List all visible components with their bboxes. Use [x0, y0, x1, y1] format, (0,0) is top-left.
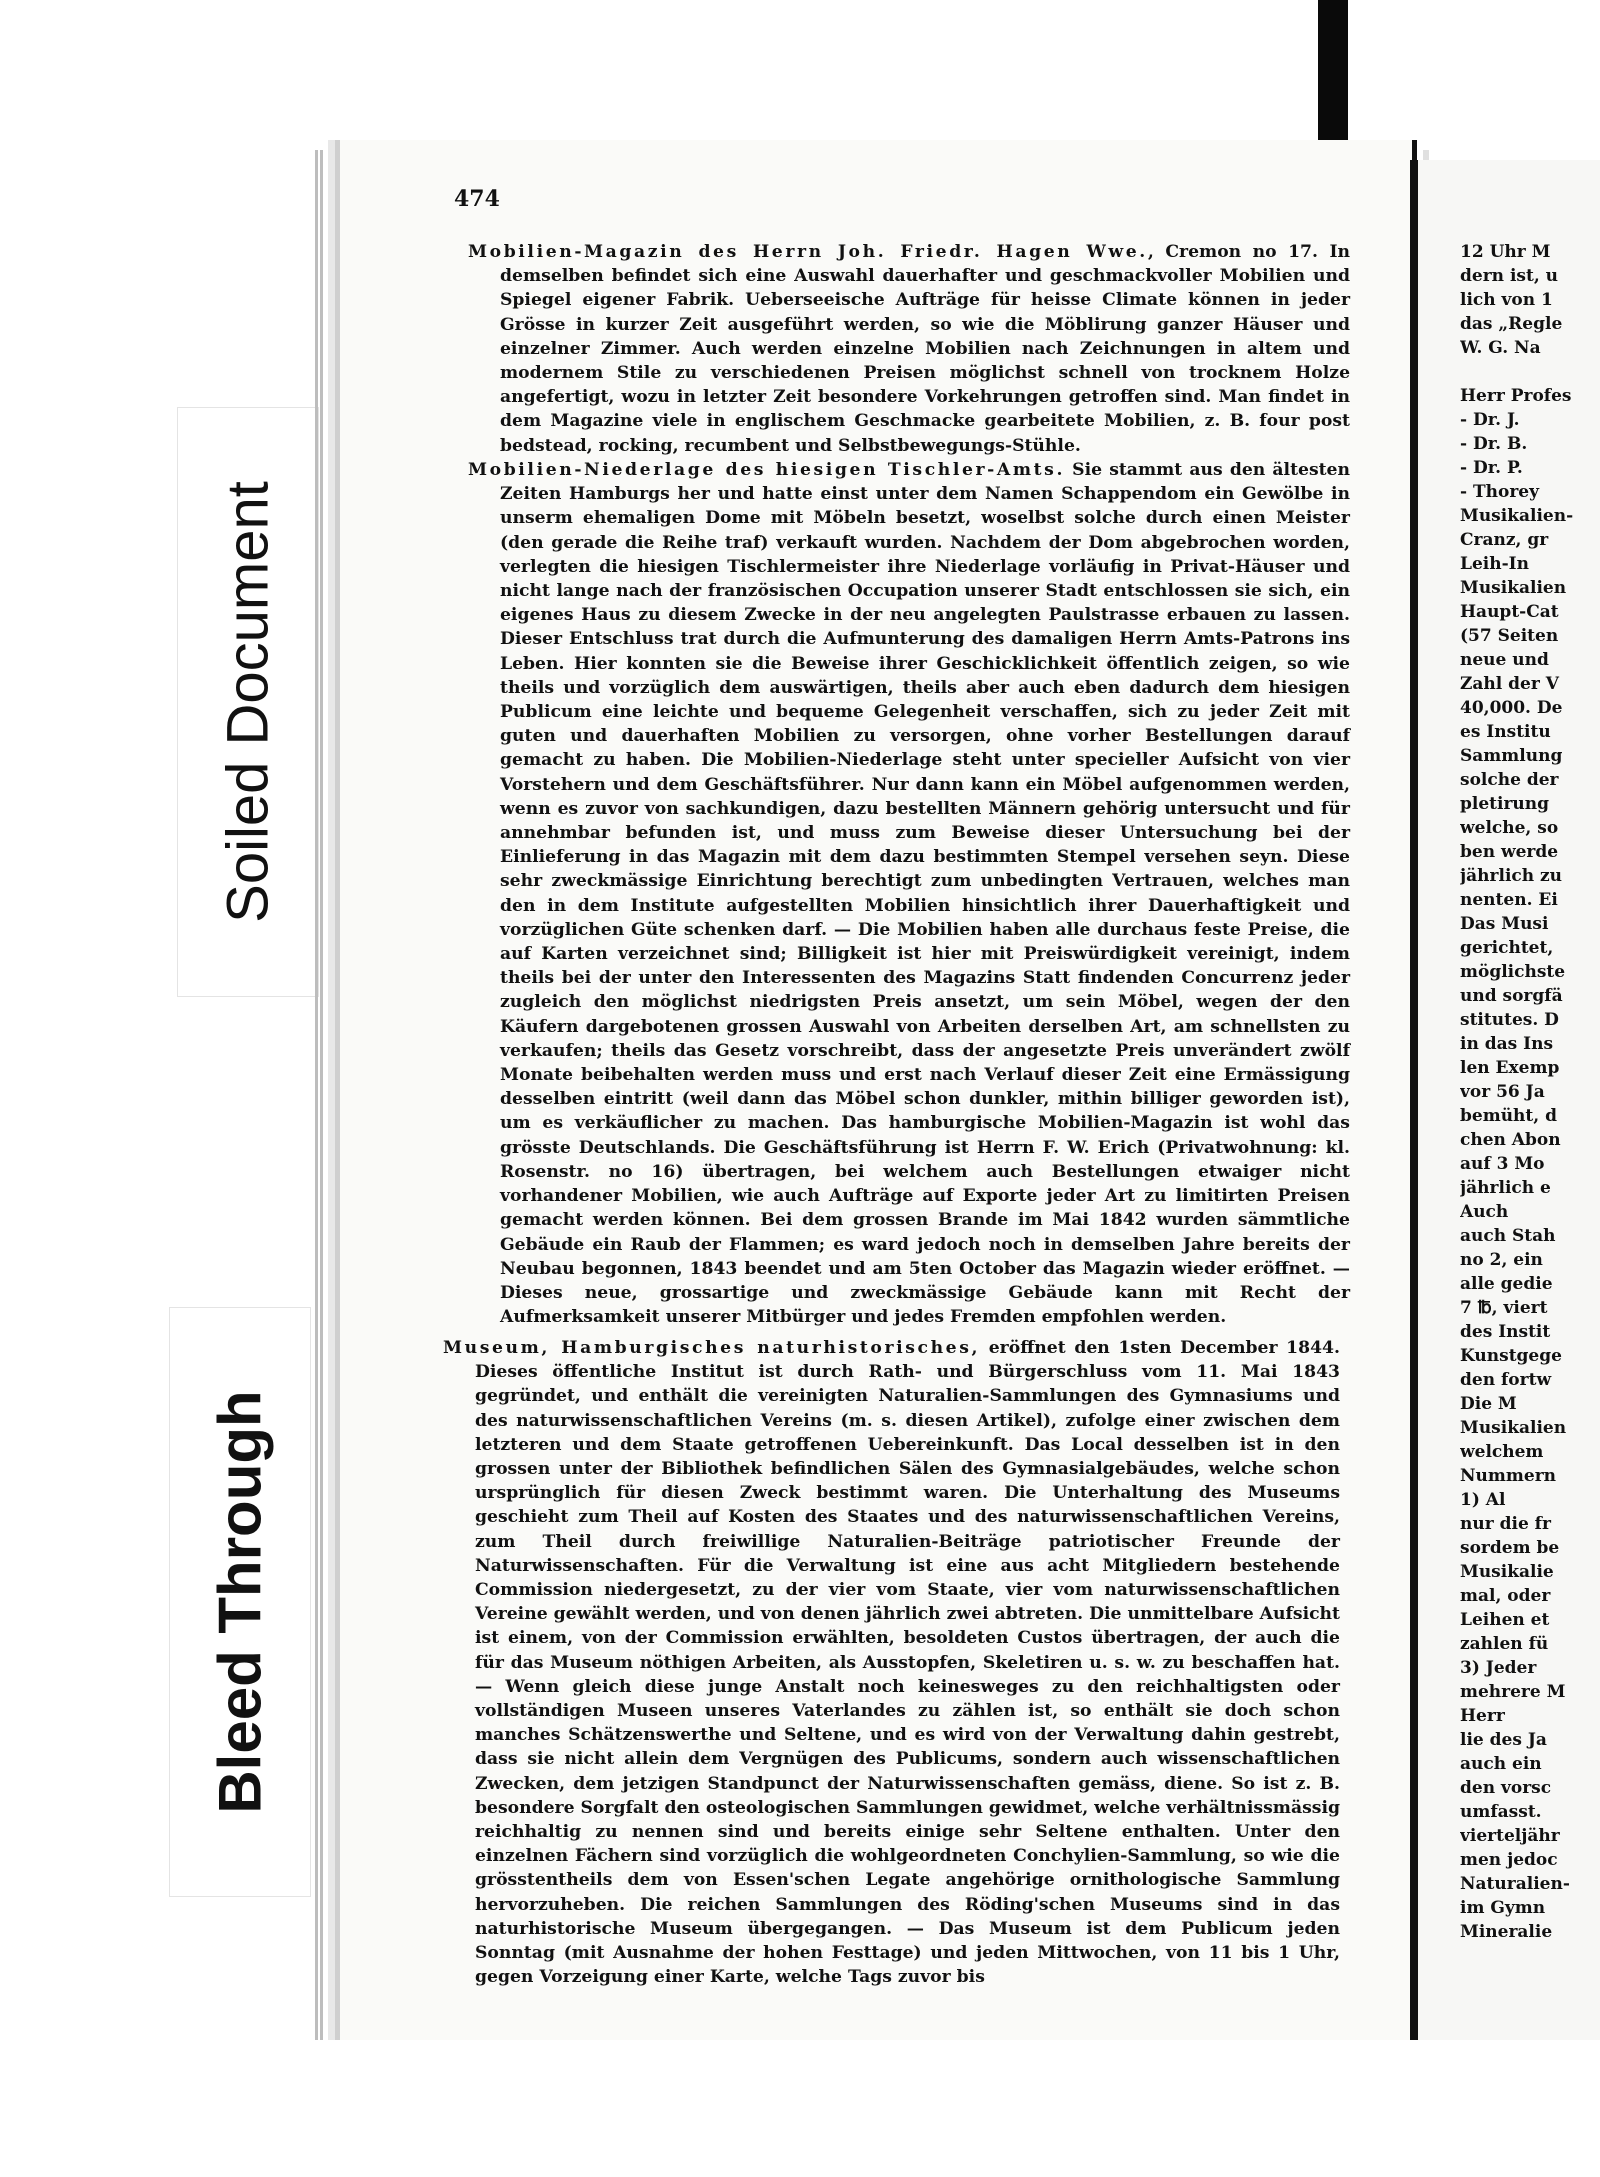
entry-body: eröffnet den 1sten December 1844. Dieses öffentliche Institut ist durch Rath- und Bürgerschluss vom 11. Mai 1843 gegründet, und enthält die vereinigten Naturalien-Sammlungen des Gymnasiums und des naturwissenschaftlichen Vereins (m. s. diesen Artikel), zufolge einer zwischen dem letzteren und dem Staate getroffenen Uebereinkunft. Das Local desselben ist in den grossen unter der Bibliothek befindlichen Sälen des Gymnasialgebäudes, welche schon ursprünglich für diesen Zweck bestimmt waren. Die Unterhaltung des Museums geschieht zum Theil auf Kosten des Staates und des naturwissenschaftlichen Vereins, zum Theil durch freiwillige Naturalien-Beiträge patriotischer Freunde der Naturwissenschaften. Für die Verwaltung ist eine aus acht Mitgliedern bestehende Commission niedergesetzt, zu der vier vom Staate, vier vom naturwissenschaftlichen Vereine gewählt werden, und von denen jährlich zwei abtreten. Die unmittelbare Aufsicht ist einem, von der Commission erwählten, besoldeten Custos übertragen, der auch die für das Museum nöthigen Arbeiten, als Ausstopfen, Skeletiren u. s. w. zu beschaffen hat. — Wenn gleich diese junge Anstalt noch keinesweges zu den reichhaltigsten oder vollständigen Museen unseres Vaterlandes zu zählen ist, so enthält sie doch schon manches Schätzenswerthe und Seltene, und es wird von der Verwaltung dahin gestrebt, dass sie nicht allein dem Vergnügen des Publicums, sondern auch wissenschaftlichen Zwecken, dem jetzigen Standpunct der Naturwissenschaften gemäss, diene. So ist z. B. besondere Sorgfalt den osteologischen Sammlungen gewidmet, welche verhältnissmässig reichhaltig zu nennen sind und bereits einige sehr Seltene enthalten. Unter den einzelnen Fächern sind vorzüglich die wohlgeordneten Conchylien-Sammlung, so wie die grösstentheils dem von Essen'schen Legate angehörige ornithologische Sammlung hervorzuheben. Die reichen Sammlungen des Röding'schen Museums sind in das naturhistorische Museum übergegangen. — Das Museum ist dem Publicum jeden Sonntag (mit Ausnahme der hohen Festtage) und jeden Mittwochen, von 11 bis 1 Uhr, gegen Vorzeigung einer Karte, welche Tags zuvor bis	[475, 1338, 1341, 1988]
facing-page-line: vor 56 Ja	[1460, 1082, 1545, 1102]
facing-page-line: Naturalien-	[1460, 1874, 1570, 1894]
facing-page-line: Cranz, gr	[1460, 530, 1549, 550]
facing-page-line: auf 3 Mo	[1460, 1154, 1545, 1174]
facing-page-line: welchem	[1460, 1442, 1544, 1462]
facing-page-line: Haupt-Cat	[1460, 602, 1559, 622]
facing-page-line: zahlen fü	[1460, 1634, 1549, 1654]
facing-page-line: bemüht, d	[1460, 1106, 1557, 1126]
facing-page-line: nur die fr	[1460, 1514, 1551, 1534]
facing-page-line: dern ist, u	[1460, 266, 1559, 286]
facing-page-line: Musikalien	[1460, 578, 1567, 598]
facing-page-line: len Exemp	[1460, 1058, 1560, 1078]
facing-page-line: sordem be	[1460, 1538, 1560, 1558]
entry-heading: Mobilien-Niederlage des hiesigen Tischler-Amts.	[468, 460, 1066, 480]
bleed-through-label	[170, 1308, 310, 1896]
facing-page-line: den fortw	[1460, 1370, 1552, 1390]
facing-page-line: (57 Seiten	[1460, 626, 1559, 646]
facing-page-line: den vorsc	[1460, 1778, 1552, 1798]
facing-page-line: des Instit	[1460, 1322, 1551, 1342]
facing-page-line: Mineralie	[1460, 1922, 1553, 1942]
facing-page-line: lie des Ja	[1460, 1730, 1547, 1750]
facing-page-line: mal, oder	[1460, 1586, 1551, 1606]
facing-page-line: Die M	[1460, 1394, 1517, 1414]
entry-museum	[415, 1336, 1340, 1989]
facing-page-line: auch Stah	[1460, 1226, 1556, 1246]
facing-page-line: - Dr. J.	[1460, 410, 1520, 430]
facing-page-line: Musikalien	[1460, 1418, 1567, 1438]
entry-body: , Cremon no 17. In demselben befindet sich eine Auswahl dauerhafter und geschmackvoller Mobilien und Spiegel eigener Fabrik. Ueberseeische Aufträge für heisse Climate können in jeder Grösse in kurzer Zeit ausgeführt werden, so wie die Möblirung ganzer Häuser und einzelner Zimmer. Auch werden einzelne Mobilien nach Zeichnungen in altem und modernem Stile zu verschiedenen Preisen möglichst schnell von trocknem Holze angefertigt, wozu in letzter Zeit besondere Vorkehrungen getroffen sind. Man findet in dem Magazine viele in englischem Geschmacke gearbeitete Mobilien, z. B. four post bedstead, rocking, recumbent und Selbstbewegungs-Stühle.	[500, 242, 1350, 456]
facing-page-line: ben werde	[1460, 842, 1559, 862]
page-number: 474	[454, 186, 500, 212]
facing-page-line: solche der	[1460, 770, 1559, 790]
facing-page-line: Auch	[1460, 1202, 1509, 1222]
facing-page-line: - Thorey	[1460, 482, 1539, 502]
facing-page-line: alle gedie	[1460, 1274, 1553, 1294]
facing-page-line: chen Abon	[1460, 1130, 1561, 1150]
soiled-document-label-text: Soiled Document	[215, 481, 281, 923]
facing-page-line: welche, so	[1460, 818, 1559, 838]
entry-heading: Mobilien-Magazin des Herrn Joh. Friedr. Hagen Wwe.	[468, 242, 1148, 262]
entry-body: Sie stammt aus den ältesten Zeiten Hamburgs her und hatte einst unter dem Namen Schappendom ein Gewölbe in unserm ehemaligen Dome mit Möbeln besetzt, woselbst solche durch einen Meister (den gerade die Reihe traf) verkauft wurden. Nachdem der Dom abgebrochen worden, verlegten die hiesigen Tischlermeister ihre Niederlage vorläufig in Privat-Häuser und nicht lange nach der französischen Occupation unserer Stadt entschlossen sie sich, ein eigenes Haus zu diesem Zwecke in der neu angelegten Paulstrasse erbauen zu lassen. Dieser Entschluss trat durch die Aufmunterung des damaligen Herrn Amts-Patrons ins Leben. Hier konnten sie die Beweise ihrer Geschicklichkeit öffentlich zeigen, so wie theils und vorzüglich dem auswärtigen, theils aber auch eben dadurch dem hiesigen Publicum eine leichte und bequeme Gelegenheit verschaffen, sich zu jeder Zeit mit guten und dauerhaften Mobilien zu versorgen, ohne vorher Bestellungen darauf gemacht zu haben. Die Mobilien-Niederlage steht unter specieller Aufsicht von vier Vorstehern und dem Geschäftsführer. Nur dann kann ein Möbel aufgenommen werden, wenn es zuvor von sachkundigen, dazu bestellten Männern gehörig untersucht und für annehmbar befunden ist, und muss zum Beweise dieser Untersuchung bei der Einlieferung in das Magazin mit dem dazu bestimmten Stempel versehen seyn. Diese sehr zweckmässige Einrichtung berechtigt zum unbedingten Vertrauen, welches man den in dem Institute aufgestellten Mobilien hinsichtlich ihrer Dauerhaftigkeit und vorzüglichen Güte schenken darf. — Die Mobilien haben alle durchaus feste Preise, die auf Karten verzeichnet sind; Billigkeit ist hier mit Preiswürdigkeit vereinigt, indem theils bei der unter den Interessenten des Magazins Statt findenden Concurrenz jeder zugleich den möglichst niedrigsten Preis ansetzt, um sein Möbel, wegen der den Käufern dargebotenen grossen Auswahl von Arbeiten derselben Art, am schnellsten zu verkaufen; theils das Gesetz vorschreibt, dass der angesetzte Preis unverändert zwölf Monate beibehalten werden muss und erst nach Verlauf dieser Zeit eine Ermässigung desselben eintritt (weil dann das Möbel schon dunkler, mithin billiger geworden ist), um es verkäuflicher zu machen. Das hamburgische Mobilien-Magazin ist wohl das grösste Deutschlands. Die Geschäftsführung ist Herrn F. W. Erich (Privatwohnung: kl. Rosenstr. no 16) übertragen, bei welchem auch Bestellungen etwaiger nicht vorhandener Mobilien, wie auch Aufträge auf Exporte jeder Art zu limitirten Preisen gemacht werden können. Bei dem grossen Brande im Mai 1842 wurden sämmtliche Gebäude ein Raub der Flammen; es ward jedoch noch in demselben Jahre bereits der Neubau begonnen, 1843 beendet und am 5ten October das Magazin wieder eröffnet. — Dieses neue, grossartige und zweckmässige Gebäude kann mit Recht der Aufmerksamkeit unserer Mitbürger und jedes Fremden empfohlen werden.	[500, 460, 1350, 1328]
facing-page-line: no 2, ein	[1460, 1250, 1543, 1270]
facing-page-line: Leih-In	[1460, 554, 1529, 574]
facing-page-line: 3) Jeder	[1460, 1658, 1537, 1678]
facing-page-line: Nummern	[1460, 1466, 1557, 1486]
facing-page-line: vierteljähr	[1460, 1826, 1560, 1846]
facing-page-text	[1460, 240, 1600, 1944]
facing-page-line: pletirung	[1460, 794, 1550, 814]
facing-page-line: lich von 1	[1460, 290, 1553, 310]
facing-page-line: Das Musi	[1460, 914, 1549, 934]
facing-page-line: gerichtet,	[1460, 938, 1554, 958]
facing-page-line	[1460, 360, 1600, 384]
facing-page-line: Herr	[1460, 1706, 1505, 1726]
entry-mobilien-niederlage	[440, 458, 1350, 1329]
facing-page-line: jährlich zu	[1460, 866, 1563, 886]
facing-page-line: stitutes. D	[1460, 1010, 1559, 1030]
facing-page-line: umfasst.	[1460, 1802, 1542, 1822]
facing-page-line: 12 Uhr M	[1460, 242, 1551, 262]
facing-page-line: 7 ℔, viert	[1460, 1298, 1548, 1318]
facing-page-line: Musikalie	[1460, 1562, 1554, 1582]
facing-page-line: jährlich e	[1460, 1178, 1551, 1198]
facing-page-line: auch ein	[1460, 1754, 1542, 1774]
facing-page-line: Herr Profes	[1460, 386, 1572, 406]
facing-page-line: es Institu	[1460, 722, 1551, 742]
facing-page-line: mehrere M	[1460, 1682, 1566, 1702]
facing-page-line: das „Regle	[1460, 314, 1563, 334]
facing-page-line: W. G. Na	[1460, 338, 1541, 358]
facing-page-line: und sorgfä	[1460, 986, 1563, 1006]
bleed-through-label-text: Bleed Through	[206, 1390, 274, 1814]
facing-page-line: Kunstgege	[1460, 1346, 1562, 1366]
facing-page-line: men jedoc	[1460, 1850, 1558, 1870]
facing-page-line: Sammlung	[1460, 746, 1563, 766]
facing-page-line: Musikalien-	[1460, 506, 1574, 526]
soiled-document-label	[178, 408, 318, 996]
facing-page-line: im Gymn	[1460, 1898, 1546, 1918]
entry-heading: Museum, Hamburgisches naturhistorisches,	[443, 1338, 981, 1358]
facing-page-line: Leihen et	[1460, 1610, 1550, 1630]
facing-page-line: 1) Al	[1460, 1490, 1506, 1510]
entry-mobilien-magazin	[440, 240, 1350, 458]
facing-page-line: Zahl der V	[1460, 674, 1559, 694]
facing-page-line: - Dr. P.	[1460, 458, 1523, 478]
facing-page-line: nenten. Ei	[1460, 890, 1558, 910]
facing-page-line: neue und	[1460, 650, 1549, 670]
facing-page-line: in das Ins	[1460, 1034, 1554, 1054]
facing-page-line: - Dr. B.	[1460, 434, 1528, 454]
facing-page-line: 40,000. De	[1460, 698, 1563, 718]
facing-page-line: möglichste	[1460, 962, 1566, 982]
